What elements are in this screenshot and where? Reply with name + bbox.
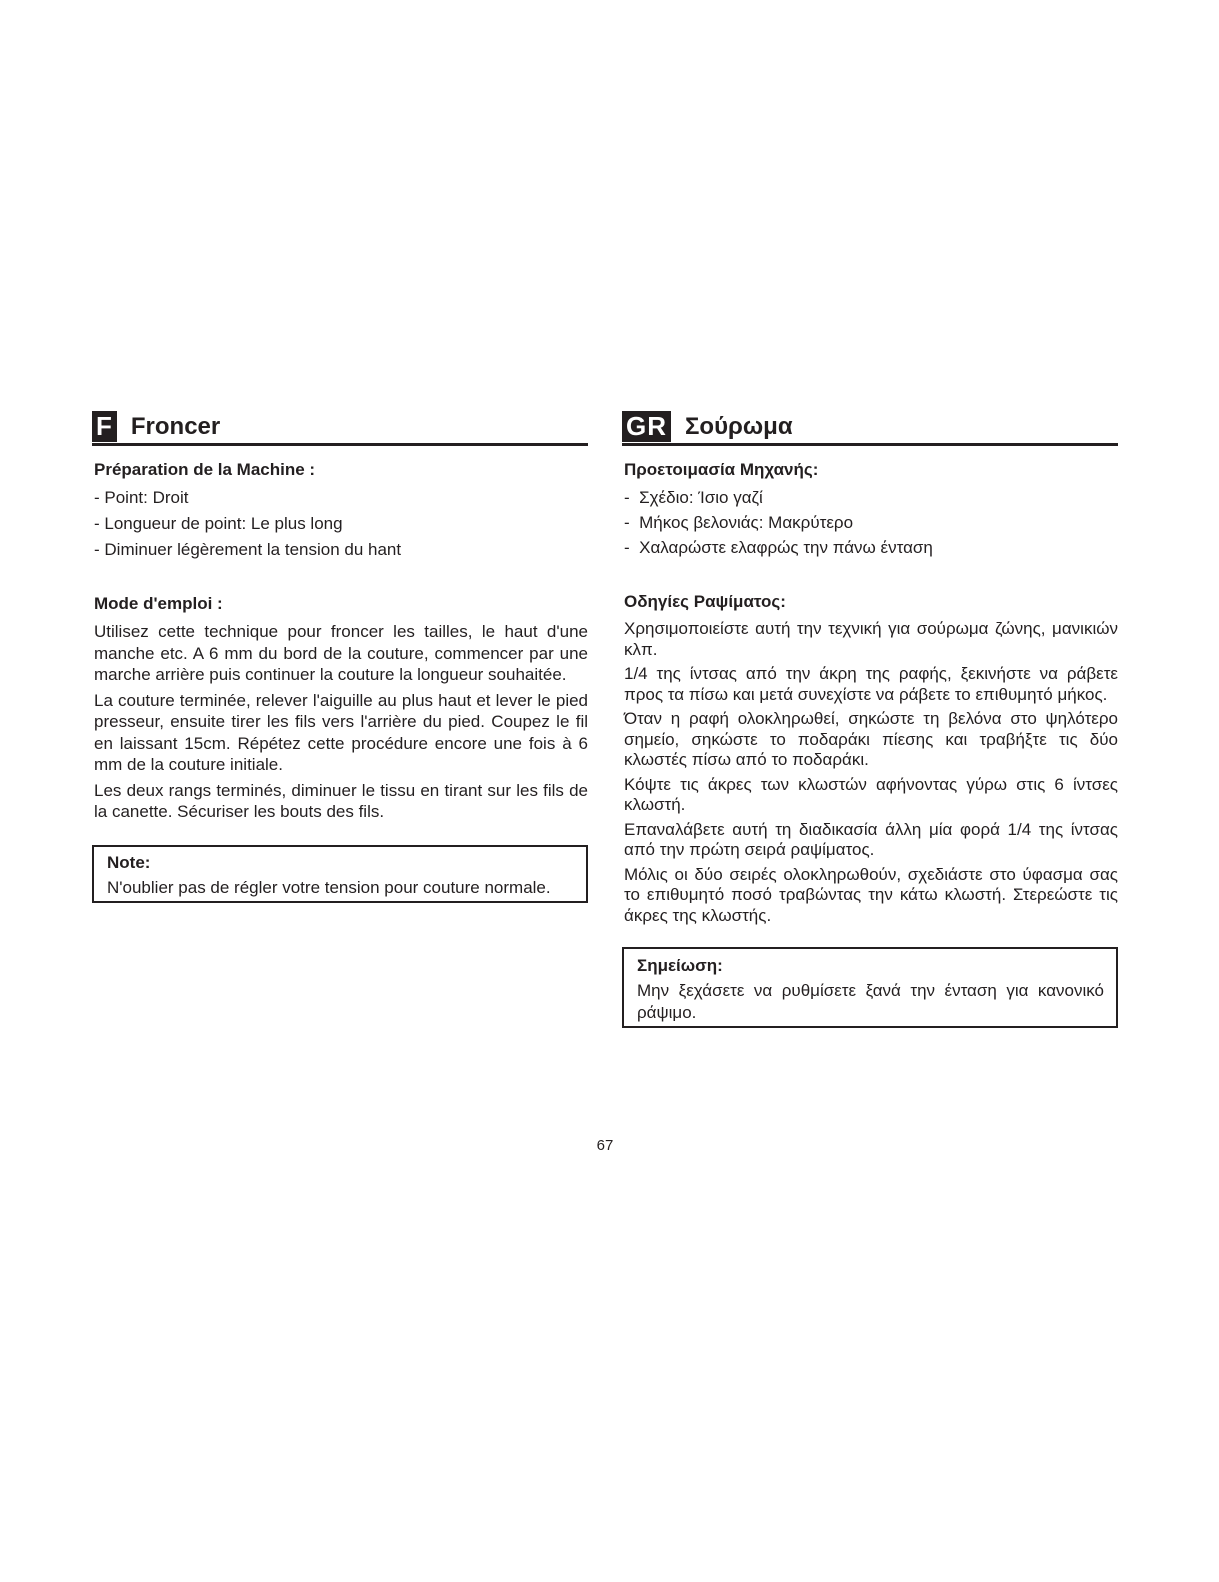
paragraph: Όταν η ραφή ολοκληρωθεί, σηκώστε τη βελόνα στο ψηλότερο σημείο, σηκώστε το ποδαράκι πίεσης και τραβήξτε τις δύο κλωστές πίσω από το ποδαράκι. [624,709,1118,769]
list-item: - Diminuer légèrement la tension du hant [94,540,402,559]
list-item: - Σχέδιο: Ίσιο γαζί [624,488,763,507]
language-badge-greek: GR [622,411,671,442]
paragraph: Χρησιμοποιείστε αυτή την τεχνική για σούρωμα ζώνης, μανικιών κλπ. [624,619,1118,659]
usage-heading-greek: Οδηγίες Ραψίματος: [624,592,786,611]
paragraph: Utilisez cette technique pour froncer les tailles, le haut d'une manche etc. A 6 mm du bord de la couture, commencer par une marche arrière puis continuer la couture la longueur souhaitée. [94,622,588,684]
language-badge-french: F [92,411,117,442]
paragraph: Μόλις οι δύο σειρές ολοκληρωθούν, σχεδιάστε στο ύφασμα σας το επιθυμητό ποσό τραβώντας την κάτω κλωστή. Στερεώστε τις άκρες της κλωστής. [624,864,1118,925]
paragraph: Les deux rangs terminés, diminuer le tissu en tirant sur les fils de la canette. Sécuriser les bouts des fils. [94,780,588,821]
note-text-french: N'oublier pas de régler votre tension pour couture normale. [107,877,551,897]
prep-heading-french: Préparation de la Machine : [94,460,316,479]
usage-heading-french: Mode d'emploi : [94,594,223,613]
list-item: - Χαλαρώστε ελαφρώς την πάνω ένταση [624,538,933,557]
note-text-greek: Μην ξεχάσετε να ρυθμίσετε ξανά την ένταση για κανονικό ράψιμο. [637,981,1104,1022]
french-header [92,410,588,446]
prep-list-french [94,485,588,563]
paragraph: 1/4 της ίντσας από την άκρη της ραφής, ξεκινήστε να ράβετε προς τα πίσω και μετά συνεχίστε να ράβετε το επιθυμητό μήκος. [624,664,1118,704]
note-title-french: Note: [107,852,151,872]
greek-header [622,410,1118,446]
greek-section [622,410,1118,1028]
section-title-french: Froncer [130,413,221,440]
list-item: - Longueur de point: Le plus long [94,514,343,533]
paragraph: Κόψτε τις άκρες των κλωστών αφήνοντας γύρω στις 6 ίντσες κλωστή. [624,774,1118,814]
list-item: - Point: Droit [94,488,189,507]
section-title-greek: Σούρωμα [685,413,793,440]
page-number: 67 [596,1137,614,1154]
prep-list-greek [624,485,1118,560]
note-title-greek: Σημείωση: [637,956,723,975]
list-item: - Μήκος βελονιάς: Μακρύτερο [624,513,854,532]
prep-heading-greek: Προετοιμασία Μηχανής: [624,460,819,479]
note-box-french [92,845,588,904]
paragraph: Επαναλάβετε αυτή τη διαδικασία άλλη μία φορά 1/4 της ίντσας από την πρώτη σειρά ραψίματος. [624,819,1118,859]
paragraph: La couture terminée, relever l'aiguille au plus haut et lever le pied presseur, ensuite tirer les fils vers l'arrière du pied. Coupez le fil en laissant 15cm. Répétez cette procédure encore une fois à 6 mm de la couture initiale. [94,690,588,774]
note-box-greek [622,947,1118,1028]
french-section [92,410,588,903]
